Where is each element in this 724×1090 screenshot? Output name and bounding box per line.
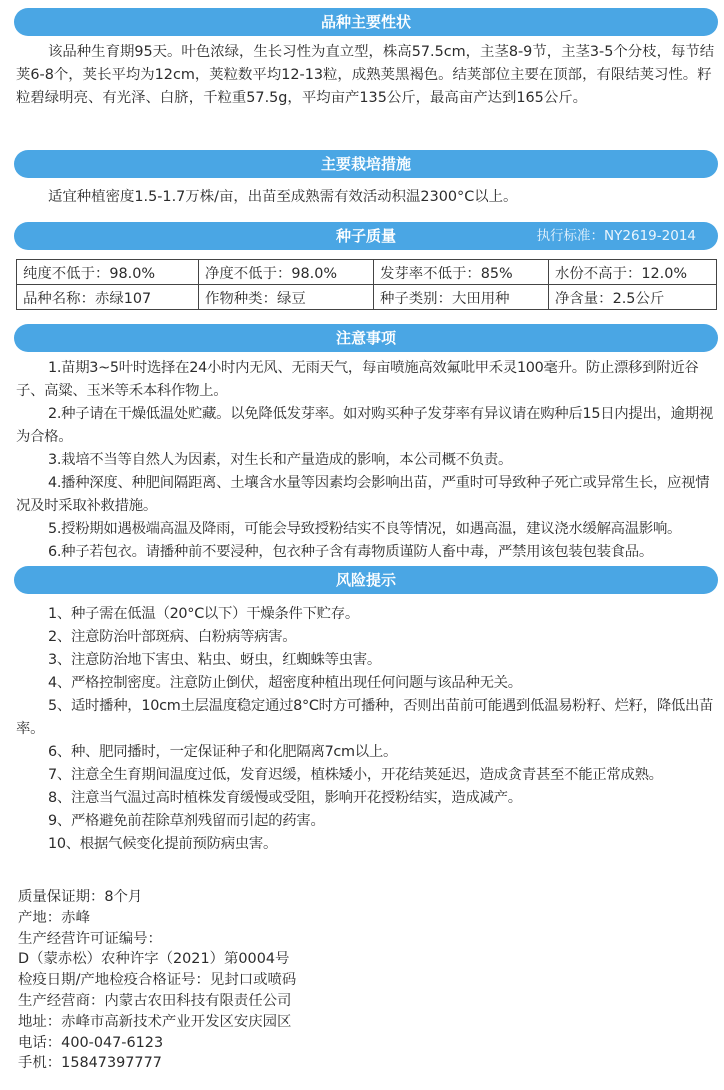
- list-item: 6、种、肥同播时，一定保证种子和化肥隔离7cm以上。: [48, 744, 398, 760]
- list-item: 3.栽培不当等自然人为因素，对生长和产量造成的影响，本公司概不负责。: [48, 452, 513, 468]
- seed-quality-title: 种子质量: [335, 227, 396, 245]
- moisture-cell: 水份不高于：12.0%: [549, 260, 717, 285]
- manufacturer: 生产经营商：内蒙古农田科技有限责任公司: [18, 992, 292, 1009]
- variety-name-cell: 品种名称：赤绿107: [17, 285, 199, 310]
- list-item: 1、种子需在低温（20°C以下）干燥条件下贮存。: [48, 606, 359, 622]
- cleanliness-cell: 净度不低于：98.0%: [199, 260, 374, 285]
- net-weight-cell: 净含量：2.5公斤: [549, 285, 717, 310]
- risks-title: 风险提示: [335, 571, 396, 589]
- variety-traits-section: [16, 41, 716, 110]
- table-row: [17, 260, 717, 285]
- risks-header: [14, 566, 718, 594]
- telephone: 电话：400-047-6123: [18, 1034, 164, 1051]
- list-item: 9、严格避免前茬除草剂残留而引起的药害。: [48, 813, 325, 829]
- list-item: 2、注意防治叶部斑病、白粉病等病害。: [48, 629, 297, 645]
- list-item: 7、注意全生育期间温度过低，发育迟缓，植株矮小，开花结荚延迟，造成贪青甚至不能正常成熟。: [48, 767, 663, 783]
- origin: 产地：赤峰: [18, 909, 90, 926]
- cultivation-body: 适宜种植密度1.5-1.7万株/亩，出苗至成熟需有效活动积温2300°C以上。: [48, 189, 518, 205]
- notes-title: 注意事项: [335, 329, 396, 347]
- list-item: 4.播种深度、种肥间隔距离、土壤含水量等因素均会影响出苗，严重时可导致种子死亡或异常生长，应视情况及时采取补救措施。: [16, 475, 710, 514]
- seed-quality-table: [16, 259, 717, 310]
- list-item: 8、注意当气温过高时植株发育缓慢或受阻，影响开花授粉结实，造成减产。: [48, 790, 522, 806]
- notes-header: [14, 324, 718, 352]
- mobile: 手机：15847397777: [18, 1055, 162, 1072]
- list-item: 1.苗期3~5叶时选择在24小时内无风、无雨天气，每亩喷施高效氟吡甲禾灵100毫升。防止漂移到附近谷子、高粱、玉米等禾本科作物上。: [16, 360, 699, 399]
- cultivation-header: [14, 150, 718, 178]
- list-item: 6.种子若包衣。请播种前不要浸种，包衣种子含有毒物质谨防人畜中毒，严禁用该包装包装食品。: [48, 544, 653, 560]
- cultivation-title: 主要栽培措施: [320, 155, 411, 173]
- crop-type-cell: 作物种类：绿豆: [199, 285, 374, 310]
- license-number: D（蒙赤松）农种许字（2021）第0004号: [18, 951, 290, 968]
- list-item: 5、适时播种，10cm土层温度稳定通过8°C时方可播种，否则出苗前可能遇到低温易粉籽、烂籽，降低出苗率。: [16, 698, 714, 737]
- purity-cell: 纯度不低于：98.0%: [17, 260, 199, 285]
- product-info: [18, 887, 698, 1074]
- variety-traits-header: [14, 8, 718, 36]
- quality-standard: 执行标准：NY2619-2014: [536, 228, 696, 244]
- list-item: 2.种子请在干燥低温处贮藏。以免降低发芽率。如对购买种子发芽率有异议请在购种后15日内提出，逾期视为合格。: [16, 406, 713, 445]
- variety-traits-body: 该品种生育期95天。叶色浓绿，生长习性为直立型，株高57.5cm，主茎8-9节，主茎3-5个分枝，每节结荚6-8个，荚长平均为12cm，荚粒数平均12-13粒，成熟荚黑褐色。结荚部位主要在顶部，有限结荚习性。籽粒碧绿明亮、有光泽、白脐，千粒重57.5g，平均亩产135公斤，最高亩产达到165公斤。: [16, 44, 715, 106]
- seed-quality-header: [14, 222, 718, 250]
- cultivation-section: [16, 186, 716, 209]
- list-item: 10、根据气候变化提前预防病虫害。: [48, 836, 278, 852]
- shelf-life: 质量保证期：8个月: [18, 889, 143, 905]
- list-item: 3、注意防治地下害虫、粘虫、蚜虫，红蜘蛛等虫害。: [48, 652, 381, 668]
- license-label: 生产经营许可证编号：: [18, 930, 162, 947]
- list-item: 4、严格控制密度。注意防止倒伏，超密度种植出现任何问题与该品种无关。: [48, 675, 522, 691]
- germination-cell: 发芽率不低于：85%: [374, 260, 549, 285]
- notes-section: [16, 357, 716, 564]
- seed-category-cell: 种子类别：大田用种: [374, 285, 549, 310]
- address: 地址：赤峰市高新技术产业开发区安庆园区: [18, 1013, 292, 1030]
- risks-section: [16, 603, 716, 856]
- variety-traits-title: 品种主要性状: [320, 13, 411, 31]
- quarantine-info: 检疫日期/产地检疫合格证号：见封口或喷码: [18, 972, 297, 989]
- table-row: [17, 285, 717, 310]
- list-item: 5.授粉期如遇极端高温及降雨，可能会导致授粉结实不良等情况，如遇高温，建议浇水缓解高温影响。: [48, 521, 682, 537]
